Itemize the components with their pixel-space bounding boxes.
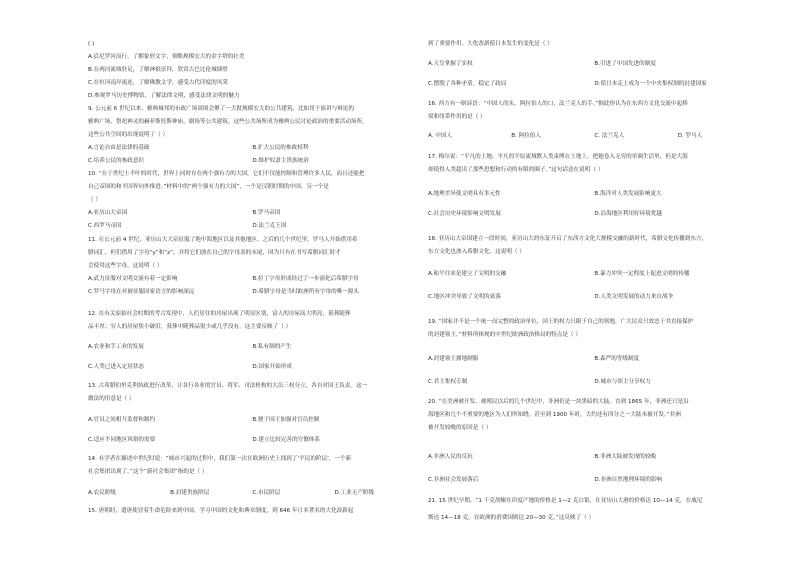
- option: A.官员之间相互监督和制约: [88, 417, 156, 423]
- question-stem: 这些公共空间的出现说明了（ ）: [88, 132, 169, 138]
- option: A.和平往来是建立了文明的交融: [428, 271, 507, 277]
- option: D.沿海地区利用好环境优越: [594, 211, 663, 217]
- option: A. 中国人: [428, 133, 453, 139]
- option: C.人类已进入定居状态: [88, 364, 145, 370]
- question-stem: 20. “在美洲被开发、被殖民以后的几个世纪中，非洲仍是一块黑暗的大陆。直到 1865 年，非洲还只是沿: [428, 399, 689, 405]
- option: A.武力征服对文明交流有着一定影响: [88, 276, 178, 282]
- option: D.建立比较完善的官僚体系: [252, 437, 320, 443]
- option: B.森严的等级制度: [594, 356, 640, 362]
- option: B.拉丁字母形成经过了一步演化后希腊字母: [252, 276, 359, 282]
- left-column: [88, 0, 404, 562]
- option: A.亚历山大帝国: [88, 210, 128, 216]
- question-stem: 品丰厚；穷人的房屋狭小破旧，墓葬中随葬品很少或几乎没有。这主要反映了（ ）: [88, 324, 292, 330]
- option: A.地理差异使文明具有多元性: [428, 191, 501, 197]
- option: D. 罗马人: [677, 133, 703, 139]
- option: B.罗马帝国: [252, 210, 281, 216]
- option: A.农业和手工业的发展: [88, 344, 144, 350]
- option: B.便于国王加强对官员控制: [252, 417, 320, 423]
- option: A.封建领主拥地制服: [428, 356, 479, 362]
- option: B.在两河流域驻足，了解神祇崇拜，欣赏古巴比伦城墙壁: [88, 67, 228, 73]
- option: C.培养公民的参政意识: [88, 158, 145, 164]
- question-stem: 12. 在有关原始社会时期的考古发现中，人们居住的房屋出现了明显区别，富人的房屋高大明亮，墓葬随葬: [88, 311, 351, 317]
- question-stem: 被开发较晚的原因是（ ）: [428, 425, 492, 431]
- question-stem: 腊词汇。但们借用了字母“y”和“z”，并将它们放在自己的字母表的末尾，因为只有在书写希腊词汇时才: [88, 250, 341, 256]
- option: C.摆脱了各种矛盾，稳定了政局: [428, 81, 507, 87]
- option: C. 法兰克人: [594, 133, 625, 139]
- option: B.非洲大陆被发现的较晚: [594, 454, 656, 460]
- option: A.言论自由是法律的基础: [88, 145, 150, 151]
- option: B. 阿拉伯人: [511, 133, 541, 139]
- question-stem: 做法的用意是（ ）: [88, 396, 135, 402]
- question-stem: 会使用这些字母。这说明（ ）: [88, 263, 163, 269]
- question-stem: 14. 有学者在描述中世纪时说：“城市兴起的过程中，我们第一次在欧洲历史上找到了‘平民的阶层’，一个新: [88, 456, 352, 462]
- option: D.人类文明发展的动力来自战争: [594, 294, 674, 300]
- option: C.社会历史环境影响文明发展: [428, 211, 501, 217]
- option: D.工业无产阶级: [334, 490, 375, 496]
- option: B.封建贵族阶层: [170, 490, 210, 496]
- option: C.君主集权专制: [428, 379, 468, 385]
- question-stem: 社会集团出现了。”这个“新社会集团”指的是（ ）: [88, 469, 208, 475]
- question-stem: 21. 15 世纪早期，“1 千克胡椒在印度产地的价格是 1—2 克白银，在亚历山大港的价格达 10—14 克，在威尼: [428, 498, 703, 504]
- option: D.使日本走上成为一个中央集权制的封建国家: [594, 81, 707, 87]
- question-stem: 13. 古希腊伯里克利执政进行改革，让各行各业的官员、将军、司法机构的大员三权分立，各自对国王负责。这一: [88, 383, 368, 389]
- question-stem: 16. 西方有一则谚语：“中国人的头，阿拉伯人的口，法兰克人的手。”据此你认为在东西方文化交流中起桥: [428, 101, 688, 107]
- question-stem: 19. “国家并不是一个统一而完整的政治单位，国王的权力只限于自己的领地，广大民众只效忠于其直接保护: [428, 319, 694, 325]
- question-stem: 雅典广场、祭祀神灵的赫菲斯托斯神庙、剧场等公共建筑。这些公共场所成为雅典公民讨论政治的重要活动场所，: [88, 119, 368, 125]
- option: C.地区冲突导致了文明的衰落: [428, 294, 501, 300]
- option: C.适应不同地区风俗的需要: [88, 437, 156, 443]
- question-blank: ( ): [88, 41, 95, 47]
- option: D.法兰克王国: [252, 223, 287, 229]
- question-stem: 18. 亚历山大帝国建立一段时间，亚历山大的东征开启了东西方文化大规模交融的新时代，希腊文化传播到东方，: [428, 236, 708, 242]
- question-stem: 斯达 14—18 克，在欧洲的消费国则达 20—30 克。”这反映了（ ）: [428, 515, 595, 521]
- question-stem: 海地区和几个不重要的地区为人们所知晓。甚至到 1900 年时，大约还有四分之一大陆未被开发。”非洲: [428, 412, 681, 418]
- option: B.扩大公民的参政权利: [252, 145, 309, 151]
- question-stem: （ ）: [88, 197, 101, 203]
- option: B.引进了中国先进的制度: [594, 61, 656, 67]
- question-stem: 梁和纽带作用的是（ ）: [428, 114, 486, 120]
- option: C.罗马字母在对被征服国家语言的影响深远: [88, 289, 195, 295]
- option: D.参观罗马历史博物馆，了解法律文明，感受法律文明的魅力: [88, 93, 240, 99]
- question-stem: 10. “在于世纪上半叶的时代，世界上同时存在两个强有力的大国，它们不仅能控制和管理许多人民，而且还能把: [88, 171, 365, 177]
- option: B.暴力冲突一定程度上促进文明的传播: [594, 271, 690, 277]
- option: D.非洲自然地理环境的影响: [594, 477, 663, 483]
- option: A.农民阶级: [88, 490, 116, 496]
- question-stem: 9. 公元前 6 世纪以来，雅典城邦的市政广场周围会聚了一大批规模宏大的公共建筑，比如用于演讲与辩论的: [88, 106, 354, 112]
- option: D.维护奴隶主贵族统治: [252, 158, 309, 164]
- option: B.海洋对人类发展影响更大: [594, 191, 662, 197]
- option: D.城市与领主分享权力: [594, 379, 651, 385]
- option: D.国家开始形成: [252, 364, 292, 370]
- question-stem: 到了重要作用。大化改新使日本发生的变化是（ ）: [428, 41, 553, 47]
- option: A.沿尼罗河而行，了解象形文字，领略规模宏大的金字塔的壮美: [88, 54, 245, 60]
- right-column: [428, 0, 748, 562]
- question-stem: 11. 在公元前 4 世纪，亚历山大大帝征服了地中海地区以及其他地区。之后的几个世纪里，罗马人开始借用希: [88, 237, 358, 243]
- question-stem: 17. 梅尔说：“平凡的土地、平凡的平原流域默人类束缚在土地上，把她卷入无穷的单调生活里，但是大海: [428, 154, 688, 160]
- option: A.非洲人民的反抗: [428, 454, 473, 460]
- question-stem: 东方文化也渗入希腊文化。这说明（ ）: [428, 249, 525, 255]
- option: A.天皇掌握了实权: [428, 61, 473, 67]
- question-stem: 15. 唐朝时，遣唐使冒着生命危险来到中国，学习中国的文化和典章制度，到 646 年日本著名的大化改新起: [88, 508, 354, 514]
- option: C.非洲社会发展落后: [428, 477, 479, 483]
- option: C.在恒河南岸流连，了解佛教文学，感受古代印度的风采: [88, 80, 228, 86]
- option: D.希腊字母是当时欧洲所有字母的唯一源头: [252, 289, 360, 295]
- question-stem: 却使得人类超出了那些思想和行动的有限的圈子。”这句话意在说明（ ）: [428, 167, 604, 173]
- option: C.西罗马帝国: [88, 223, 122, 229]
- option: B.私有制的产生: [252, 344, 292, 350]
- option: C.市民阶层: [252, 490, 281, 496]
- question-stem: 的封建领主。”材料所体现的中世纪欧洲政治格局的特点是（ ）: [428, 332, 581, 338]
- question-stem: 自己帝国的和平国界向外推进。”材料中的“两个强有力的大国”，一个是汉朝时期的中国，另一个是: [88, 184, 329, 190]
